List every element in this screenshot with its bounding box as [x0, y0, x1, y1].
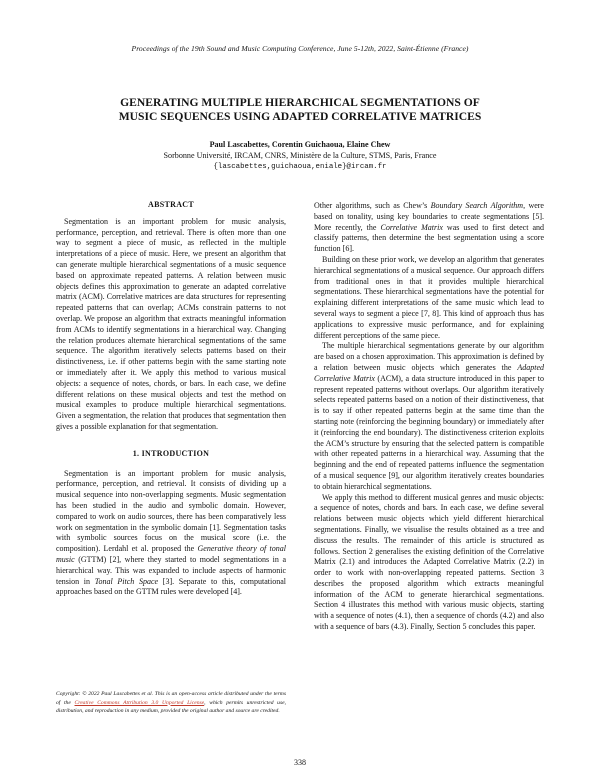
intro-p1-text-c: [3]. Separate to this, computational approaches based on the GTTM rules were developed [4].	[56, 576, 286, 597]
intro-paragraph-3: Building on these prior work, we develop an algorithm that generates hierarchical segmentations of a musical sequence. Our approach differs from traditional ones in that it provides multiple hierarchical segmentations. These hierarchical segmentations have the potential for explaining different interpretations of the same music which lead to several ways to segment a piece [7, 8]. This kind of approach thus has applications to expressive music performance, and for explaining different perceptions of the same piece.	[314, 254, 544, 340]
introduction-heading: 1. INTRODUCTION	[132, 448, 210, 458]
intro-p1-text-a: Segmentation is an important problem for music analysis, performance, perception, and retrieval. It consists of dividing up a musical sequence into non-overlapping segments. Music segmentation has been studied in the audio and symbolic domain. However, compared to work on audio sources, there has been comparatively less work on segmentation in the symbolic domain [1]. Segmentation tasks with symbolic sources focus on the musical score (i.e. the composition). Lerdahl et al. proposed the	[56, 468, 286, 554]
intro-p1-emphasis-tps: Tonal Pitch Space	[94, 576, 159, 586]
abstract-text: Segmentation is an important problem for music analysis, performance, perception, and retrieval. There is often more than one way to segment a piece of music, as reflected in the multiple interpretations of a piece of music. Here, we present an algorithm that can generate multiple hierarchical segmentations of a music sequence based on approximate repeated patterns. A relation between music objects defines this approximation to generate an adapted correlative matrix (ACM). Correlative matrices are data structures for representing repeated patterns that can overlap; ACMs constrain patterns to not overlap. We propose an algorithm that extracts meaningful information from ACMs to identify segmentations in a hierarchical way. Changing the relation produces alternate hierarchical segmentations of the same sequence. The algorithm iteratively selects patterns based on their distinctiveness, i.e. if other patterns begin with the same starting note or immediately after it. We apply this method to various musical objects: a sequence of notes, chords, or bars. In each case, we define different relations on these musical objects and test the method on musical examples to produce multiple hierarchical segmentations. Given a segmentation, the relation that produces that segmentation then gives a possible explanation for that segmentation.	[56, 216, 286, 431]
intro-paragraph-4	[314, 341, 544, 492]
author-names: Paul Lascabettes, Corentin Guichaoua, Elaine Chew	[209, 140, 391, 149]
intro-p2-emphasis-bsa: Boundary Search Algorithm	[430, 201, 524, 210]
copyright-notice	[56, 690, 286, 716]
intro-p2-emphasis-cm: Correlative Matrix	[380, 222, 443, 232]
author-affiliation: Sorbonne Université, IRCAM, CNRS, Ministère de la Culture, STMS, Paris, France	[163, 150, 437, 160]
title-line-2: MUSIC SEQUENCES USING ADAPTED CORRELATIVE MATRICES	[118, 110, 482, 123]
intro-p2-text-b: , were based on tonality, using key boundaries to create segmentations [5]. More recently, the	[314, 201, 544, 232]
title-line-1: GENERATING MULTIPLE HIERARCHICAL SEGMENTATIONS OF	[120, 96, 480, 109]
intro-p4-emphasis-acm: Adapted Correlative Matrix	[314, 362, 544, 383]
intro-p2-text-c: was used to first detect and classify patterns, then determine the best segmentation using a score function [6].	[314, 222, 545, 254]
left-column	[56, 200, 286, 598]
intro-paragraph-5: We apply this method to different musical genres and music objects: a sequence of notes, chords and bars. In each case, we define several relations between music objects which yield different hierarchical segmentations. Finally, we visualise the results obtained as a tree and discuss the results. The remainder of this article is structured as follows. Section 2 generalises the existing definition of the Correlative Matrix (2.1) and introduces the Adapted Correlative Matrix (2.2) in order to work with non-overlapping repeated patterns. Section 3 describes the proposed algorithm which extracts meaningful information of the ACM to generate hierarchical segmentations. Section 4 illustrates this method with various music objects, starting with a sequence of notes (4.1), then a sequence of chords (4.2) and also with a sequence of bars (4.3). Finally, Section 5 concludes this paper.	[314, 492, 544, 632]
page-number: 338	[294, 758, 306, 767]
right-column	[314, 201, 544, 633]
intro-paragraph-1	[56, 469, 286, 599]
author-email: {lascabettes,guichaoua,eniale}@ircam.fr	[213, 162, 387, 171]
intro-p1-emphasis-gttm: Generative theory of tonal music	[56, 544, 286, 564]
paper-title	[60, 96, 540, 124]
intro-p4-text-a: The multiple hierarchical segmentations generate by our algorithm are based on a chosen approximation. This approximation is defined by a relation between music objects which generates the	[314, 341, 544, 372]
intro-p4-text-b: (ACM), a data structure introduced in this paper to represent repeated patterns without overlaps. Our algorithm iteratively selects repeated patterns based on a notion of their distinctiveness, that is to say if other repeated patterns begin at the same time than the starting note (reinforcing the beginning boundary) or immediately after it (reinforcing the end boundary). The distinctiveness criterion exploits the ACM’s structure by ensuring that the selected pattern is compatible with other repeated patterns in a hierarchical way. Assuming that the beginning and the end of repeated patterns influence the segmentation of a musical sequence [9], our algorithm iteratively creates boundaries to obtain hierarchical segmentations.	[314, 373, 544, 491]
author-block	[60, 140, 540, 172]
running-header: Proceedings of the 19th Sound and Music Computing Conference, June 5-12th, 2022, Saint-Étienne (France)	[131, 44, 469, 53]
intro-p2-text-a: Other algorithms, such as Chew’s	[314, 201, 431, 210]
license-link[interactable]: Creative Commons Attribution 3.0 Unported License	[74, 699, 205, 706]
abstract-heading: ABSTRACT	[148, 200, 194, 209]
intro-p1-text-b: (GTTM) [2], where they started to model segmentations in a hierarchical way. This was expanded to include aspects of harmonic tension in	[56, 554, 286, 586]
copyright-text-b: , which permits unrestricted use, distribution, and reproduction in any medium, provided the original author and source are credited.	[56, 699, 286, 715]
copyright-text-a: Copyright: © 2022 Paul Lascabettes et al. This is an open-access article distributed under the terms of the	[56, 691, 286, 706]
intro-paragraph-2	[314, 201, 544, 255]
